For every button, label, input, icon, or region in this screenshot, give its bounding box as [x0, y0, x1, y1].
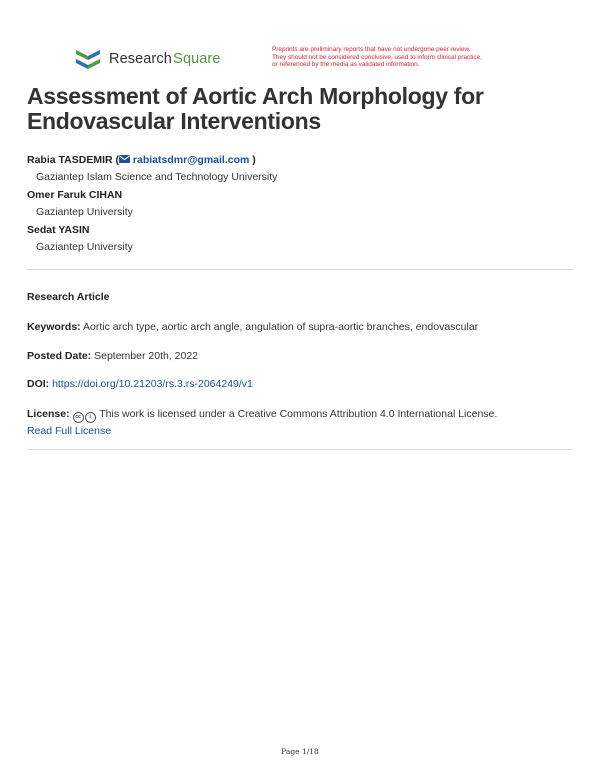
- author-name-text: Rabia TASDEMIR: [27, 154, 113, 166]
- doi-link[interactable]: https://doi.org/10.21203/rs.3.rs-2064249/v1: [52, 378, 253, 390]
- envelope-icon: [119, 155, 130, 163]
- creative-commons-icon: cc: [73, 412, 84, 423]
- research-square-logo[interactable]: [74, 46, 221, 72]
- author-affiliation: Gaziantep University: [36, 206, 133, 218]
- author-list: [27, 153, 567, 258]
- logo-wordmark: [109, 46, 221, 72]
- keywords-label: Keywords:: [27, 321, 81, 333]
- author-affiliation: Gaziantep Islam Science and Technology University: [36, 171, 278, 183]
- author-email-link[interactable]: [119, 154, 249, 166]
- logo-wordmark-part2: Square: [173, 51, 221, 67]
- author-name: Omer Faruk CIHAN: [27, 189, 123, 201]
- divider: [27, 449, 573, 450]
- preprint-notice-line: or referenced by the media as validated information.: [272, 61, 420, 69]
- author-name: Sedat YASIN: [27, 224, 90, 236]
- article-type: Research Article: [27, 291, 110, 303]
- doi-row: [27, 378, 253, 390]
- author-name: Rabia TASDEMIR ( rabiatsdmr@gmail.com ): [27, 154, 256, 166]
- license-row: [27, 408, 497, 423]
- preprint-notice-line: Preprints are preliminary reports that have not undergone peer review.: [272, 46, 471, 53]
- page-number: Page 1/18: [281, 747, 319, 756]
- doi-label: DOI:: [27, 378, 50, 390]
- attribution-icon: i: [85, 412, 96, 423]
- keywords-value: Aortic arch type, aortic arch angle, angulation of supra-aortic branches, endovascular: [83, 321, 479, 333]
- paper-title: Assessment of Aortic Arch Morphology for Endovascular Interventions: [27, 83, 484, 134]
- preprint-notice-line: They should not be considered conclusive, used to inform clinical practice,: [272, 53, 482, 61]
- author-email-text: rabiatsdmr@gmail.com: [132, 154, 250, 166]
- header: [74, 46, 534, 76]
- logo-wordmark-part1: Research: [109, 51, 172, 67]
- posted-date-value: September 20th, 2022: [94, 350, 199, 362]
- research-square-logo-icon: [74, 47, 102, 71]
- read-full-license-link[interactable]: Read Full License: [27, 425, 112, 437]
- author-affiliation: Gaziantep University: [36, 241, 133, 253]
- license-text: This work is licensed under a Creative Commons Attribution 4.0 International License.: [99, 408, 498, 420]
- posted-date-label: Posted Date:: [27, 350, 92, 362]
- divider: [27, 269, 573, 270]
- preprint-notice: [272, 46, 536, 69]
- keywords-row: [27, 321, 478, 333]
- posted-date-row: [27, 350, 198, 362]
- license-label: License:: [27, 408, 70, 420]
